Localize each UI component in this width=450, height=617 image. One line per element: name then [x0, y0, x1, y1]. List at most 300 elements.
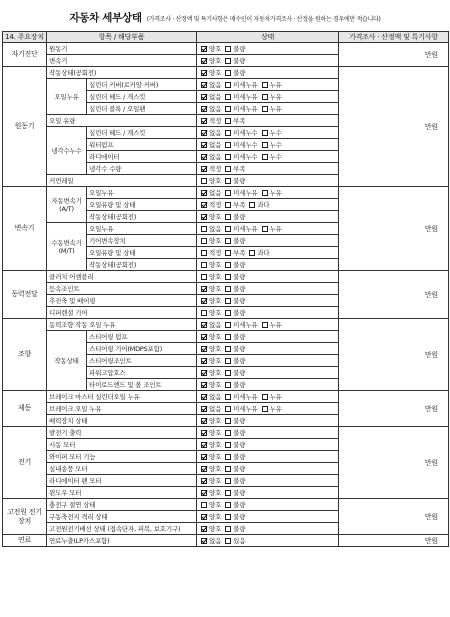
checkbox-icon[interactable]	[225, 142, 231, 148]
status-option-label: 양호	[209, 236, 222, 245]
header-row	[3, 32, 449, 43]
sheet-title: 자동차 세부상태	[69, 12, 142, 24]
checkbox-icon[interactable]	[262, 106, 268, 112]
status-option[interactable]	[201, 117, 221, 125]
status-option-label: 누유	[269, 92, 282, 101]
checkbox-icon[interactable]	[225, 166, 231, 172]
price-cell: 만원	[339, 187, 449, 271]
checkbox-icon[interactable]	[225, 466, 231, 472]
checkbox-icon[interactable]	[225, 286, 231, 292]
checked-box-icon[interactable]	[201, 418, 207, 424]
status-option-label: 부족	[233, 248, 246, 257]
checkbox-icon[interactable]	[225, 154, 231, 160]
checkbox-icon[interactable]	[225, 298, 231, 304]
checkbox-icon[interactable]	[262, 190, 268, 196]
item-cell: 시동 모터	[47, 439, 197, 451]
status-option[interactable]	[201, 81, 221, 89]
checkbox-icon[interactable]	[225, 478, 231, 484]
item-cell: 브레이크 오일 누유	[47, 403, 197, 415]
checkbox-icon[interactable]	[225, 358, 231, 364]
subgroup-cell: 자동변속기 (A/T)	[47, 187, 87, 223]
status-option[interactable]	[201, 513, 221, 521]
status-cell	[197, 163, 339, 175]
status-option[interactable]	[201, 93, 221, 101]
item-cell: 스티어링 기어(MDPS포함)	[87, 343, 197, 355]
status-option[interactable]	[225, 273, 245, 281]
status-cell	[197, 175, 339, 187]
item-cell: 워터펌프	[87, 139, 197, 151]
status-option[interactable]	[225, 93, 257, 101]
checkbox-icon[interactable]	[225, 406, 231, 412]
status-option[interactable]	[225, 525, 245, 533]
status-option[interactable]	[201, 69, 221, 77]
status-option-label: 양호	[209, 212, 222, 221]
status-cell	[197, 367, 339, 379]
table-row	[3, 319, 449, 331]
checkbox-icon[interactable]	[201, 310, 207, 316]
checked-box-icon[interactable]	[201, 382, 207, 388]
status-option[interactable]	[201, 405, 221, 413]
status-option[interactable]	[201, 285, 221, 293]
checked-box-icon[interactable]	[201, 118, 207, 124]
checkbox-icon[interactable]	[262, 226, 268, 232]
checkbox-icon[interactable]	[262, 94, 268, 100]
col-header-price: 가격조사 · 산정액 및 특기사항	[339, 32, 449, 43]
status-option-label: 양호	[209, 512, 222, 521]
status-option[interactable]	[201, 537, 221, 545]
status-option[interactable]	[225, 189, 257, 197]
status-option[interactable]	[201, 153, 221, 161]
status-option[interactable]	[225, 453, 245, 461]
checked-box-icon[interactable]	[201, 490, 207, 496]
status-option[interactable]	[225, 309, 245, 317]
status-option-label: 불량	[233, 284, 246, 293]
checked-box-icon[interactable]	[201, 130, 207, 136]
checked-box-icon[interactable]	[201, 466, 207, 472]
status-option[interactable]	[262, 225, 282, 233]
status-option[interactable]	[225, 417, 245, 425]
status-option[interactable]	[225, 153, 257, 161]
status-option[interactable]	[262, 393, 282, 401]
status-option[interactable]	[225, 201, 245, 209]
checkbox-icon[interactable]	[225, 346, 231, 352]
checkbox-icon[interactable]	[225, 70, 231, 76]
status-option[interactable]	[201, 249, 221, 257]
checkbox-icon[interactable]	[225, 382, 231, 388]
item-cell: 원동기	[47, 43, 197, 55]
checked-box-icon[interactable]	[201, 82, 207, 88]
status-option[interactable]	[201, 321, 221, 329]
status-option[interactable]	[201, 453, 221, 461]
status-option[interactable]	[262, 321, 282, 329]
checked-box-icon[interactable]	[201, 346, 207, 352]
status-option[interactable]	[201, 261, 221, 269]
status-cell	[197, 463, 339, 475]
table-row	[3, 43, 449, 55]
checkbox-icon[interactable]	[225, 202, 231, 208]
checked-box-icon[interactable]	[201, 214, 207, 220]
status-option[interactable]	[201, 417, 221, 425]
checked-box-icon[interactable]	[201, 514, 207, 520]
category-cell: 고전원 전기장치	[3, 499, 47, 535]
item-cell: 오일 유량	[47, 115, 197, 127]
checked-box-icon[interactable]	[201, 202, 207, 208]
checked-box-icon[interactable]	[201, 334, 207, 340]
status-cell	[197, 523, 339, 535]
checked-box-icon[interactable]	[201, 154, 207, 160]
status-option[interactable]	[201, 369, 221, 377]
status-option-label: 불량	[233, 272, 246, 281]
price-cell: 만원	[339, 427, 449, 499]
price-cell: 만원	[339, 391, 449, 427]
checked-box-icon[interactable]	[201, 430, 207, 436]
status-option[interactable]	[225, 165, 245, 173]
status-option[interactable]	[201, 441, 221, 449]
status-option-label: 누유	[269, 392, 282, 401]
subgroup-cell: 수동변속기 (M/T)	[47, 223, 87, 271]
status-option[interactable]	[225, 537, 245, 545]
status-option[interactable]	[225, 429, 245, 437]
category-cell: 전기	[3, 427, 47, 499]
checked-box-icon[interactable]	[201, 286, 207, 292]
status-option-label: 양호	[209, 260, 222, 269]
status-option[interactable]	[225, 141, 257, 149]
checked-box-icon[interactable]	[201, 94, 207, 100]
status-option-label: 양호	[209, 368, 222, 377]
item-cell: 파워고압호스	[87, 367, 197, 379]
status-option[interactable]	[262, 189, 282, 197]
status-cell	[197, 331, 339, 343]
item-cell: 추진축 및 베어링	[47, 295, 197, 307]
checkbox-icon[interactable]	[201, 238, 207, 244]
status-cell	[197, 427, 339, 439]
checkbox-icon[interactable]	[225, 454, 231, 460]
item-cell: 스티어링 펌프	[87, 331, 197, 343]
status-option-label: 미세누유	[233, 224, 258, 233]
status-option-label: 과다	[257, 248, 270, 257]
checkbox-icon[interactable]	[225, 58, 231, 64]
checkbox-icon[interactable]	[225, 118, 231, 124]
checkbox-icon[interactable]	[201, 226, 207, 232]
checkbox-icon[interactable]	[225, 214, 231, 220]
status-option-label: 불량	[233, 308, 246, 317]
checked-box-icon[interactable]	[201, 394, 207, 400]
status-option[interactable]	[225, 333, 245, 341]
checkbox-icon[interactable]	[249, 250, 255, 256]
status-option[interactable]	[201, 393, 221, 401]
status-option-label: 없음	[209, 128, 222, 137]
checkbox-icon[interactable]	[201, 274, 207, 280]
checked-box-icon[interactable]	[201, 358, 207, 364]
status-option[interactable]	[225, 477, 245, 485]
item-cell: 클러치 어셈블리	[47, 271, 197, 283]
checkbox-icon[interactable]	[225, 262, 231, 268]
status-option[interactable]	[201, 213, 221, 221]
item-cell: 실린더 헤드 / 개스킷	[87, 127, 197, 139]
status-option[interactable]	[201, 333, 221, 341]
status-option-label: 미세누수	[233, 152, 258, 161]
checkbox-icon[interactable]	[262, 142, 268, 148]
status-cell	[197, 403, 339, 415]
checkbox-icon[interactable]	[225, 310, 231, 316]
status-option[interactable]	[225, 261, 245, 269]
status-option[interactable]	[201, 225, 221, 233]
item-cell: 라디에이터 팬 모터	[47, 475, 197, 487]
status-option[interactable]	[225, 237, 245, 245]
status-option[interactable]	[225, 81, 257, 89]
checked-box-icon[interactable]	[201, 142, 207, 148]
status-option[interactable]	[225, 441, 245, 449]
status-option-label: 불량	[233, 368, 246, 377]
status-option-label: 양호	[209, 380, 222, 389]
item-cell: 등속조인트	[47, 283, 197, 295]
checkbox-icon[interactable]	[262, 82, 268, 88]
status-option[interactable]	[201, 129, 221, 137]
status-option[interactable]	[225, 213, 245, 221]
status-option[interactable]	[225, 501, 245, 509]
item-cell: 작동상태(공회전)	[87, 259, 197, 271]
status-option[interactable]	[262, 105, 282, 113]
checkbox-icon[interactable]	[249, 202, 255, 208]
checked-box-icon[interactable]	[201, 478, 207, 484]
status-option[interactable]	[201, 189, 221, 197]
item-cell: 타이로드엔드 및 볼 조인트	[87, 379, 197, 391]
item-cell: 오일누유	[87, 187, 197, 199]
status-option[interactable]	[225, 345, 245, 353]
status-option[interactable]	[201, 465, 221, 473]
checkbox-icon[interactable]	[262, 154, 268, 160]
status-cell	[197, 355, 339, 367]
checked-box-icon[interactable]	[201, 166, 207, 172]
checkbox-icon[interactable]	[225, 370, 231, 376]
status-option[interactable]	[225, 129, 257, 137]
status-option[interactable]	[225, 465, 245, 473]
checkbox-icon[interactable]	[201, 502, 207, 508]
status-option[interactable]	[201, 141, 221, 149]
checkbox-icon[interactable]	[225, 226, 231, 232]
status-option[interactable]	[201, 477, 221, 485]
status-option[interactable]	[201, 201, 221, 209]
status-option-label: 미세누유	[233, 80, 258, 89]
status-option[interactable]	[225, 69, 245, 77]
checked-box-icon[interactable]	[201, 106, 207, 112]
status-option[interactable]	[225, 297, 245, 305]
status-option[interactable]	[249, 201, 269, 209]
checked-box-icon[interactable]	[201, 538, 207, 544]
item-cell: 작동상태(공회전)	[47, 67, 197, 79]
checkbox-icon[interactable]	[225, 274, 231, 280]
checked-box-icon[interactable]	[201, 298, 207, 304]
checked-box-icon[interactable]	[201, 442, 207, 448]
item-cell: 충전구 절연 상태	[47, 499, 197, 511]
status-option[interactable]	[201, 165, 221, 173]
status-cell	[197, 295, 339, 307]
status-option[interactable]	[262, 81, 282, 89]
checkbox-icon[interactable]	[225, 322, 231, 328]
status-option-label: 양호	[209, 416, 222, 425]
status-option[interactable]	[201, 57, 221, 65]
price-cell: 만원	[339, 319, 449, 391]
checked-box-icon[interactable]	[201, 406, 207, 412]
checkbox-icon[interactable]	[201, 178, 207, 184]
status-option[interactable]	[225, 225, 257, 233]
status-option-label: 불량	[233, 452, 246, 461]
checkbox-icon[interactable]	[225, 526, 231, 532]
status-cell	[197, 307, 339, 319]
status-option-label: 부족	[233, 200, 246, 209]
status-option[interactable]	[262, 129, 282, 137]
status-option[interactable]	[201, 489, 221, 497]
checkbox-icon[interactable]	[225, 130, 231, 136]
status-option-label: 미세누유	[233, 320, 258, 329]
status-cell	[197, 259, 339, 271]
status-option[interactable]	[262, 405, 282, 413]
price-cell: 만원	[339, 535, 449, 547]
status-option-label: 미세누수	[233, 128, 258, 137]
item-cell: 연료누출(LP가스포함)	[47, 535, 197, 547]
status-option[interactable]	[262, 93, 282, 101]
status-option[interactable]	[225, 249, 245, 257]
status-cell	[197, 511, 339, 523]
status-option-label: 없음	[209, 92, 222, 101]
status-option-label: 양호	[209, 500, 222, 509]
checkbox-icon[interactable]	[225, 430, 231, 436]
checkbox-icon[interactable]	[225, 334, 231, 340]
checkbox-icon[interactable]	[201, 250, 207, 256]
status-cell	[197, 415, 339, 427]
checkbox-icon[interactable]	[225, 514, 231, 520]
checkbox-icon[interactable]	[225, 394, 231, 400]
checkbox-icon[interactable]	[225, 538, 231, 544]
checked-box-icon[interactable]	[201, 46, 207, 52]
checkbox-icon[interactable]	[225, 490, 231, 496]
checkbox-icon[interactable]	[262, 130, 268, 136]
status-option[interactable]	[201, 381, 221, 389]
status-option-label: 양호	[209, 524, 222, 533]
status-option[interactable]	[225, 117, 245, 125]
status-option[interactable]	[225, 105, 257, 113]
status-option-label: 적정	[209, 116, 222, 125]
status-option[interactable]	[201, 237, 221, 245]
status-cell	[197, 187, 339, 199]
status-option-label: 없음	[209, 80, 222, 89]
checked-box-icon[interactable]	[201, 58, 207, 64]
checked-box-icon[interactable]	[201, 190, 207, 196]
checkbox-icon[interactable]	[225, 82, 231, 88]
checkbox-icon[interactable]	[262, 394, 268, 400]
checkbox-icon[interactable]	[225, 46, 231, 52]
status-option[interactable]	[201, 309, 221, 317]
status-cell	[197, 343, 339, 355]
category-cell: 제동	[3, 391, 47, 427]
status-cell	[197, 127, 339, 139]
status-option-label: 양호	[209, 44, 222, 53]
status-option-label: 부족	[233, 164, 246, 173]
table-row	[3, 391, 449, 403]
status-option[interactable]	[225, 405, 257, 413]
status-option-label: 없음	[209, 152, 222, 161]
checkbox-icon[interactable]	[262, 322, 268, 328]
col-header-status: 상태	[197, 32, 339, 43]
status-option[interactable]	[225, 321, 257, 329]
status-option[interactable]	[249, 249, 269, 257]
checked-box-icon[interactable]	[201, 70, 207, 76]
checkbox-icon[interactable]	[225, 418, 231, 424]
item-cell: 라디에이터	[87, 151, 197, 163]
item-cell: 실린더 헤드 / 개스킷	[87, 91, 197, 103]
status-option[interactable]	[201, 177, 221, 185]
checked-box-icon[interactable]	[201, 454, 207, 460]
status-option-label: 불량	[233, 212, 246, 221]
status-option-label: 없음	[209, 188, 222, 197]
checked-box-icon[interactable]	[201, 322, 207, 328]
item-cell: 실린더 커버(로커암 커버)	[87, 79, 197, 91]
status-option[interactable]	[225, 513, 245, 521]
item-cell: 커먼레일	[47, 175, 197, 187]
checkbox-icon[interactable]	[201, 262, 207, 268]
checkbox-icon[interactable]	[225, 190, 231, 196]
status-option[interactable]	[225, 369, 245, 377]
status-option-label: 양호	[209, 476, 222, 485]
item-cell: 브레이크 마스터 실린더오일 누유	[47, 391, 197, 403]
status-option-label: 양호	[209, 428, 222, 437]
status-option-label: 불량	[233, 356, 246, 365]
status-option[interactable]	[201, 273, 221, 281]
status-option[interactable]	[225, 357, 245, 365]
status-option[interactable]	[225, 489, 245, 497]
item-cell: 기어변속장치	[87, 235, 197, 247]
status-option[interactable]	[225, 285, 245, 293]
status-option[interactable]	[201, 501, 221, 509]
checkbox-icon[interactable]	[225, 250, 231, 256]
status-option[interactable]	[262, 141, 282, 149]
status-option[interactable]	[201, 429, 221, 437]
status-option-label: 불량	[233, 344, 246, 353]
status-option[interactable]	[225, 45, 245, 53]
status-option[interactable]	[262, 153, 282, 161]
status-option[interactable]	[225, 177, 245, 185]
checkbox-icon[interactable]	[225, 238, 231, 244]
status-cell	[197, 379, 339, 391]
status-option[interactable]	[225, 393, 257, 401]
status-option[interactable]	[201, 45, 221, 53]
status-option-label: 과다	[257, 200, 270, 209]
checkbox-icon[interactable]	[225, 178, 231, 184]
status-option-label: 미세누수	[233, 140, 258, 149]
status-option[interactable]	[201, 105, 221, 113]
category-cell: 원동기	[3, 67, 47, 187]
item-cell: 변속기	[47, 55, 197, 67]
checkbox-icon[interactable]	[225, 94, 231, 100]
checkbox-icon[interactable]	[262, 406, 268, 412]
checked-box-icon[interactable]	[201, 370, 207, 376]
checkbox-icon[interactable]	[225, 502, 231, 508]
price-cell: 만원	[339, 43, 449, 67]
table-row	[3, 427, 449, 439]
status-option[interactable]	[201, 297, 221, 305]
status-option-label: 불량	[233, 524, 246, 533]
status-option[interactable]	[201, 345, 221, 353]
status-option[interactable]	[225, 381, 245, 389]
checked-box-icon[interactable]	[201, 526, 207, 532]
checkbox-icon[interactable]	[225, 442, 231, 448]
status-option[interactable]	[201, 525, 221, 533]
status-cell	[197, 139, 339, 151]
status-option[interactable]	[201, 357, 221, 365]
checkbox-icon[interactable]	[225, 106, 231, 112]
status-option[interactable]	[225, 57, 245, 65]
item-cell: 오일유량 및 상태	[87, 199, 197, 211]
